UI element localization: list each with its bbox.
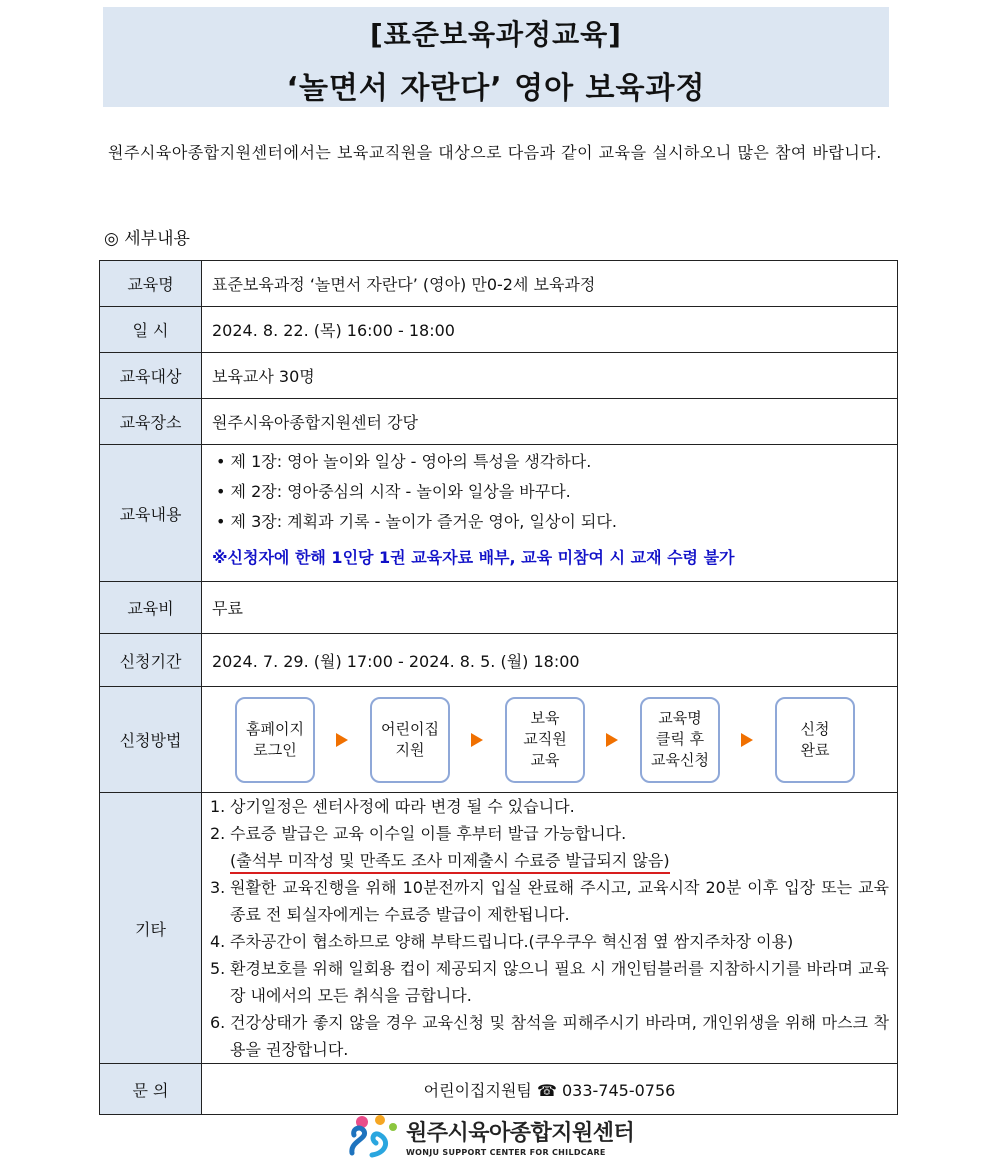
- notice-text: ※신청자에 한해 1인당 1권 교육자료 배부, 교육 미참여 시 교재 수령 불가: [212, 548, 735, 567]
- value-method: [202, 687, 898, 793]
- etc-text: 건강상태가 좋지 않을 경우 교육신청 및 참석을 피해주시기 바라며, 개인위생을 위해 마스크 착용을 권장합니다.: [230, 1013, 889, 1059]
- value-period: 2024. 7. 29. (월) 17:00 - 2024. 8. 5. (월) 18:00: [202, 634, 898, 687]
- logo-subtitle: WONJU SUPPORT CENTER FOR CHILDCARE: [406, 1147, 606, 1157]
- value-name: 표준보육과정 ‘놀면서 자란다’ (영아) 만0-2세 보육과정: [202, 261, 898, 307]
- application-flow: [202, 697, 897, 783]
- row-period: [100, 634, 898, 687]
- row-target: [100, 353, 898, 399]
- etc-item: [202, 874, 897, 928]
- label-content: 교육내용: [100, 445, 202, 582]
- row-etc: [100, 793, 898, 1064]
- etc-number: 6.: [210, 1013, 226, 1032]
- etc-item: [202, 820, 897, 874]
- value-place: 원주시육아종합지원센터 강당: [202, 399, 898, 445]
- logo-text: [406, 1116, 634, 1157]
- label-target: 교육대상: [100, 353, 202, 399]
- etc-number: 5.: [210, 959, 226, 978]
- row-contact: [100, 1064, 898, 1115]
- etc-number: 2.: [210, 824, 226, 843]
- label-method: 신청방법: [100, 687, 202, 793]
- etc-text: 상기일정은 센터사정에 따라 변경 될 수 있습니다.: [230, 797, 575, 816]
- etc-text: 주차공간이 협소하므로 양해 부탁드립니다.(쿠우쿠우 혁신점 옆 쌈지주차장 이용): [230, 932, 794, 951]
- label-contact: 문 의: [100, 1064, 202, 1115]
- etc-number: 4.: [210, 932, 226, 951]
- etc-text: 원활한 교육진행을 위해 10분전까지 입실 완료해 주시고, 교육시작 20분 이후 입장 또는 교육 종료 전 퇴실자에게는 수료증 발급이 제한됩니다.: [230, 878, 889, 924]
- content-item: • 제 1장: 영아 놀이와 일상 - 영아의 특성을 생각하다.: [216, 452, 592, 471]
- step-complete: 신청 완료: [775, 697, 855, 783]
- value-fee: 무료: [202, 582, 898, 634]
- step-daycare-support: 어린이집 지원: [370, 697, 450, 783]
- value-contact: 어린이집지원팀 ☎ 033-745-0756: [202, 1064, 898, 1115]
- arrow-right-icon: [606, 733, 618, 747]
- certificate-note: (출석부 미작성 및 만족도 조사 미제출시 수료증 발급되지 않음): [230, 850, 670, 874]
- arrow-right-icon: [741, 733, 753, 747]
- etc-text: 수료증 발급은 교육 이수일 이틀 후부터 발급 가능합니다.: [230, 824, 627, 843]
- etc-text: 환경보호를 위해 일회용 컵이 제공되지 않으니 필요 시 개인텀블러를 지참하시기를 바라며 교육장 내에서의 모든 취식을 금합니다.: [230, 959, 889, 1005]
- label-period: 신청기간: [100, 634, 202, 687]
- label-place: 교육장소: [100, 399, 202, 445]
- etc-item: [202, 955, 897, 1009]
- row-content: [100, 445, 898, 582]
- arrow-right-icon: [336, 733, 348, 747]
- label-fee: 교육비: [100, 582, 202, 634]
- etc-item: [202, 793, 897, 820]
- label-etc: 기타: [100, 793, 202, 1064]
- title-banner: [103, 7, 889, 107]
- row-name: [100, 261, 898, 307]
- row-method: [100, 687, 898, 793]
- step-staff-education: 보육 교직원 교육: [505, 697, 585, 783]
- step-click-apply: 교육명 클릭 후 교육신청: [640, 697, 720, 783]
- value-target: 보육교사 30명: [202, 353, 898, 399]
- value-content: [202, 445, 898, 582]
- label-name: 교육명: [100, 261, 202, 307]
- label-date: 일 시: [100, 307, 202, 353]
- footer-logo: [346, 1113, 634, 1159]
- content-item: • 제 2장: 영아중심의 시작 - 놀이와 일상을 바꾸다.: [216, 482, 571, 501]
- center-logo-icon: [346, 1113, 402, 1159]
- step-login: 홈페이지 로그인: [235, 697, 315, 783]
- etc-item: [202, 1009, 897, 1063]
- content-item: • 제 3장: 계획과 기록 - 놀이가 즐거운 영아, 일상이 되다.: [216, 512, 617, 531]
- title-line1: [표준보육과정교육]: [370, 18, 622, 51]
- section-heading: ◎ 세부내용: [104, 229, 190, 249]
- etc-item: [202, 928, 897, 955]
- row-date: [100, 307, 898, 353]
- value-date: 2024. 8. 22. (목) 16:00 - 18:00: [202, 307, 898, 353]
- logo-name: 원주시육아종합지원센터: [406, 1120, 635, 1146]
- etc-number: 3.: [210, 878, 226, 897]
- etc-number: 1.: [210, 797, 226, 816]
- intro-text: 원주시육아종합지원센터에서는 보육교직원을 대상으로 다음과 같이 교육을 실시하오니 많은 참여 바랍니다.: [108, 143, 882, 162]
- row-place: [100, 399, 898, 445]
- info-table: [99, 260, 898, 1115]
- value-etc: [202, 793, 898, 1064]
- row-fee: [100, 582, 898, 634]
- title-line2: ‘놀면서 자란다’ 영아 보육과정: [286, 71, 706, 106]
- arrow-right-icon: [471, 733, 483, 747]
